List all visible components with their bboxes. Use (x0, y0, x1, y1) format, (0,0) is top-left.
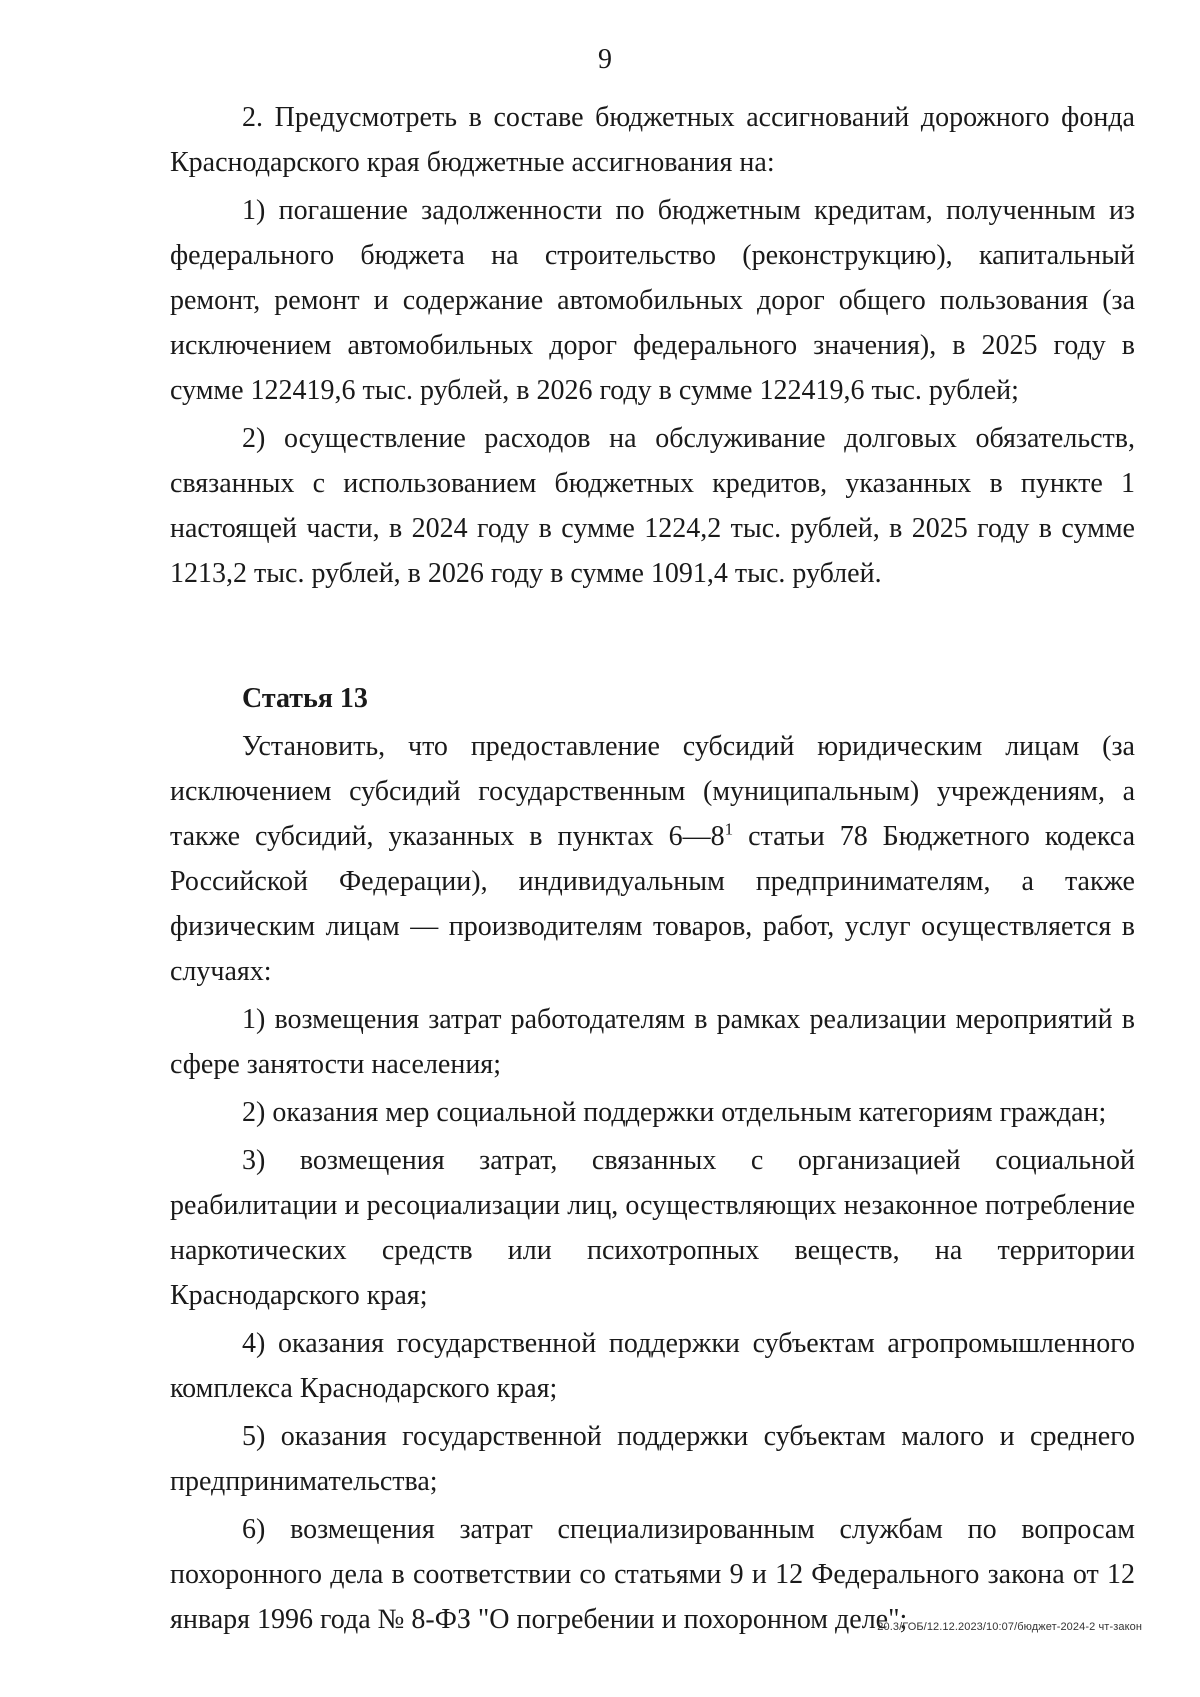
article-13-item-6: 6) возмещения затрат специализированным службам по вопросам похоронного дела в соответствии со статьями 9 и 12 Федерального закона от 12 января 1996 года № 8-ФЗ "О погребении и похоронном деле"; (170, 1514, 1135, 1635)
page-number: 9 (598, 44, 612, 75)
section-2-intro: 2. Предусмотреть в составе бюджетных ассигнований дорожного фонда Краснодарского края бюджетные ассигнования на: (170, 102, 1135, 178)
article-13-item-5: 5) оказания государственной поддержки субъектам малого и среднего предпринимательства; (170, 1421, 1135, 1497)
article-13-title: Статья 13 (242, 683, 368, 714)
document-body (170, 95, 1135, 1642)
article-13-item-1: 1) возмещения затрат работодателям в рамках реализации мероприятий в сфере занятости населения; (170, 1004, 1135, 1080)
section-2-item-2: 2) осуществление расходов на обслуживание долговых обязательств, связанных с использованием бюджетных кредитов, указанных в пункте 1 настоящей части, в 2024 году в сумме 1224,2 тыс. рублей, в 2025 году в сумме 1213,2 тыс. рублей, в 2026 году в сумме 1091,4 тыс. рублей. (170, 423, 1135, 589)
article-13-intro-text-b: статьи 78 Бюджетного кодекса Российской Федерации), индивидуальным предпринимателям, а также физическим лицам — производителям товаров, работ, услуг осуществляется в случаях: (170, 821, 1135, 987)
article-13-intro-superscript: 1 (724, 819, 734, 839)
article-13-intro (170, 724, 1135, 994)
footer-document-code: 20.3/ГОБ/12.12.2023/10:07/бюджет-2024-2 чт-закон (877, 1621, 1142, 1633)
article-13-item-2: 2) оказания мер социальной поддержки отдельным категориям граждан; (242, 1097, 1107, 1128)
article-13-item-4: 4) оказания государственной поддержки субъектам агропромышленного комплекса Краснодарского края; (170, 1328, 1135, 1404)
section-2-item-1: 1) погашение задолженности по бюджетным кредитам, полученным из федерального бюджета на строительство (реконструкцию), капитальный ремонт, ремонт и содержание автомобильных дорог общего пользования (за исключением автомобильных дорог федерального значения), в 2025 году в сумме 122419,6 тыс. рублей, в 2026 году в сумме 122419,6 тыс. рублей; (170, 195, 1135, 406)
article-13-intro-text-a: Установить, что предоставление субсидий юридическим лицам (за исключением субсидий государственным (муниципальным) учреждениям, а также субсидий, указанных в пунктах 6—8 (170, 731, 1135, 852)
article-13-item-3: 3) возмещения затрат, связанных с организацией социальной реабилитации и ресоциализации лиц, осуществляющих незаконное потребление наркотических средств или психотропных веществ, на территории Краснодарского края; (170, 1145, 1135, 1311)
